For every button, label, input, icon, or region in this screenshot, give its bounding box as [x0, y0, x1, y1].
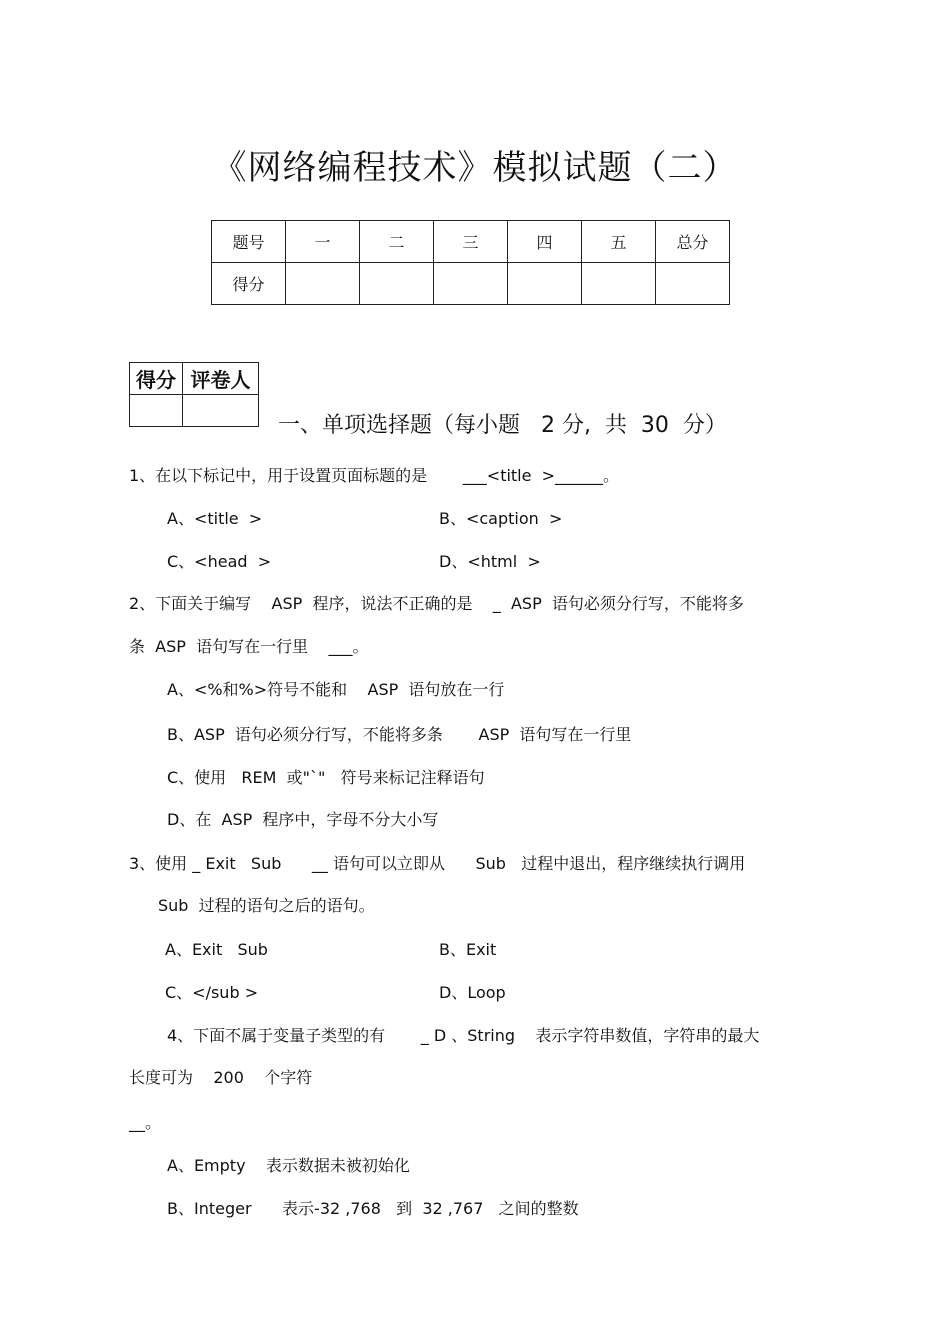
question-1-option-a: A、<title > [167, 509, 263, 528]
question-4-stem: 4、下面不属于变量子类型的有 _ D 、String 表示字符串数值，字符串的最大 [167, 1026, 760, 1045]
question-1-option-b: B、<caption > [439, 509, 563, 528]
question-4-option-b: B、Integer 表示-32 ,768 到 32 ,767 之间的整数 [167, 1199, 579, 1218]
score-table-header-cell: 五 [582, 221, 656, 263]
score-table-score-row [212, 263, 730, 305]
question-2-option-c: C、使用 REM 或"`" 符号来标记注释语句 [167, 768, 485, 787]
question-3-option-b: B、Exit [439, 940, 497, 959]
score-table-header-cell: 四 [508, 221, 582, 263]
grader-box-grader-label: 评卷人 [183, 363, 259, 395]
score-table-header-cell: 一 [286, 221, 360, 263]
score-table-row-label: 得分 [212, 263, 286, 305]
score-table-empty-cell [360, 263, 434, 305]
question-3-option-c: C、</sub > [165, 983, 259, 1002]
grader-box-empty-cell [183, 395, 259, 427]
question-4-answer-blank: __。 [129, 1113, 162, 1132]
question-3-stem: 3、使用 _ Exit Sub __ 语句可以立即从 Sub 过程中退出，程序继续执行调用 [129, 854, 746, 873]
score-table-empty-cell [286, 263, 360, 305]
score-table-empty-cell [582, 263, 656, 305]
question-4-stem-continued: 长度可为 200 个字符 [129, 1068, 313, 1087]
section-title: 一、单项选择题（每小题 2 分, 共 30 分） [278, 413, 727, 438]
question-2-option-d: D、在 ASP 程序中，字母不分大小写 [167, 810, 439, 829]
score-table-header-cell: 二 [360, 221, 434, 263]
question-4-option-a: A、Empty 表示数据未被初始化 [167, 1156, 410, 1175]
question-3-stem-continued: Sub 过程的语句之后的语句。 [158, 896, 375, 915]
score-table-header-row [212, 221, 730, 263]
question-2-stem-continued: 条 ASP 语句写在一行里 ___。 [129, 637, 369, 656]
question-2-option-b: B、ASP 语句必须分行写，不能将多条 ASP 语句写在一行里 [167, 725, 632, 744]
grader-box-empty-row [130, 395, 259, 427]
question-2-option-a: A、<%和%>符号不能和 ASP 语句放在一行 [167, 680, 505, 699]
question-1-option-c: C、<head > [167, 552, 272, 571]
question-2-stem: 2、下面关于编写 ASP 程序，说法不正确的是 _ ASP 语句必须分行写，不能将多 [129, 594, 744, 613]
score-table [211, 220, 730, 305]
grader-box-empty-cell [130, 395, 183, 427]
question-3-option-d: D、Loop [439, 983, 506, 1002]
question-3-option-a: A、Exit Sub [165, 940, 268, 959]
grader-box-score-label: 得分 [130, 363, 183, 395]
page-title: 《网络编程技术》模拟试题（二） [212, 148, 738, 188]
grader-box-header-row [130, 363, 259, 395]
score-table-header-cell: 三 [434, 221, 508, 263]
score-table-empty-cell [434, 263, 508, 305]
score-table-header-cell: 总分 [656, 221, 730, 263]
grader-box [129, 362, 259, 427]
score-table-header-cell: 题号 [212, 221, 286, 263]
score-table-empty-cell [508, 263, 582, 305]
score-table-empty-cell [656, 263, 730, 305]
question-1-option-d: D、<html > [439, 552, 541, 571]
question-1-stem: 1、在以下标记中，用于设置页面标题的是 ___<title >______。 [129, 466, 620, 485]
